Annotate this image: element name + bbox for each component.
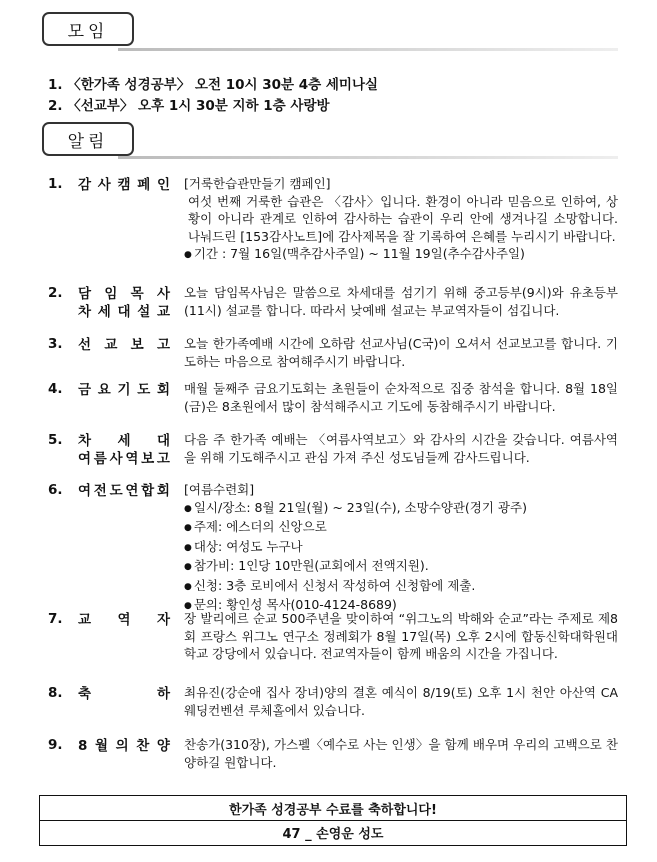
notice-bullet: ● 대상: 여성도 누구나 [184, 538, 618, 558]
notice-body: 찬송가(310장), 가스펠〈예수로 사는 인생〉을 함께 배우며 우리의 고백으로 찬양하길 원합니다. [184, 737, 618, 770]
meeting-header: 모임 [42, 12, 134, 46]
notice-header-rule [118, 156, 618, 159]
notice-body: 매월 둘째주 금요기도회는 초원들이 순차적으로 집중 참석을 합니다. 8월 18일(금)은 8초원에서 많이 참석해주시고 기도에 동참해주시기 바랍니다. [184, 381, 618, 414]
notice-number: 7. [48, 611, 63, 627]
notice-label [78, 482, 170, 500]
notice-text [184, 335, 618, 370]
notice-bullet: ● 참가비: 1인당 10만원(교회에서 전액지원). [184, 557, 618, 577]
notice-bullet: ● 일시/장소: 8월 21일(월) ~ 23일(수), 소망수양관(경기 광주) [184, 499, 618, 519]
notice-label-line: 감 사 캠 페 인 [78, 177, 170, 193]
notice-label [78, 611, 170, 629]
notice-bullet: ● 신청: 3층 로비에서 신청서 작성하여 신청함에 제출. [184, 577, 618, 597]
notice-body: 오늘 한가족예배 시간에 오하람 선교사님(C국)이 오셔서 선교보고를 합니다. 기도하는 마음으로 참여해주시기 바랍니다. [184, 336, 618, 369]
notice-body: 여섯 번째 거룩한 습관은 〈감사〉입니다. 환경이 아니라 믿음으로 인하여, 상황이 아니라 관계로 인하여 감사하는 습관이 우리 안에 생겨나길 소망합니다. 나눠드린 [153감사노트]에 감사제목을 잘 기록하여 은혜를 누리시기 바랍니다. [188, 193, 618, 244]
notice-label-line: 선 교 보 고 [78, 337, 170, 353]
notice-label [78, 685, 170, 703]
notice-label [78, 336, 170, 354]
congrats-name-box [39, 819, 627, 846]
notice-text [184, 175, 618, 265]
notice-label-line: 차 세 대 [78, 433, 170, 449]
meeting-item-2: 2. 〈선교부〉 오후 1시 30분 지하 1층 사랑방 [48, 98, 330, 114]
notice-label-line: 축 하 [78, 686, 170, 702]
notice-bullets [184, 245, 618, 265]
notice-bullet: ● 주제: 에스더의 신앙으로 [184, 518, 618, 538]
notice-intro: [여름수련회] [184, 482, 255, 497]
notice-number: 1. [48, 176, 63, 192]
notice-text [184, 684, 618, 719]
notice-bullet: ● 문의: 황인성 목사(010-4124-8689) [184, 596, 618, 616]
notice-number: 3. [48, 336, 63, 352]
notice-bullets [184, 499, 618, 616]
notice-label-line: 담 임 목 사 [78, 286, 170, 302]
notice-body: 장 발리에르 순교 500주년을 맞이하여 “위그노의 박해와 순교”라는 주제로 제8회 프랑스 위그노 연구소 정례회가 8월 17일(목) 오후 2시에 합동신학대학원대학교 강당에서 있습니다. 전교역자들이 함께 배움의 시간을 가집니다. [184, 611, 618, 661]
notice-text [184, 380, 618, 415]
congrats-title-box [39, 795, 627, 821]
notice-text [184, 736, 618, 771]
notice-label-line: 8 월 의 찬 양 [78, 738, 170, 754]
notice-label-line: 금 요 기 도 회 [78, 382, 170, 398]
notice-number: 8. [48, 685, 63, 701]
notice-label [78, 737, 170, 755]
notice-body: 오늘 담임목사님은 말씀으로 차세대를 섬기기 위해 중고등부(9시)와 유초등부(11시) 설교를 합니다. 따라서 낮예배 설교는 부교역자들이 섬깁니다. [184, 285, 618, 318]
notice-label [78, 285, 170, 321]
notice-label [78, 176, 170, 194]
notice-label-line: 여 름 사 역 보 고 [78, 451, 170, 467]
notice-label-line: 차 세 대 설 교 [78, 304, 170, 320]
notice-label [78, 432, 170, 468]
notice-header: 알림 [42, 122, 134, 156]
notice-number: 2. [48, 285, 63, 301]
notice-label [78, 381, 170, 399]
notice-number: 9. [48, 737, 63, 753]
meeting-item-1: 1. 〈한가족 성경공부〉 오전 10시 30분 4층 세미나실 [48, 77, 379, 93]
notice-number: 5. [48, 432, 63, 448]
notice-text [184, 481, 618, 616]
congrats-name: 47 _ 손영운 성도 [282, 826, 384, 842]
notice-text [184, 431, 618, 466]
congrats-title: 한가족 성경공부 수료를 축하합니다! [229, 802, 437, 818]
notice-number: 6. [48, 482, 63, 498]
notice-body: 최유진(강순애 집사 장녀)양의 결혼 예식이 8/19(토) 오후 1시 천안 아산역 CA웨딩컨벤션 루체홀에서 있습니다. [184, 685, 618, 718]
notice-text [184, 610, 618, 663]
notice-text [184, 284, 618, 319]
meeting-header-rule [118, 48, 618, 51]
notice-number: 4. [48, 381, 63, 397]
notice-body: 다음 주 한가족 예배는 〈여름사역보고〉와 감사의 시간을 갖습니다. 여름사역을 위해 기도해주시고 관심 가져 주신 성도님들께 감사드립니다. [184, 432, 618, 465]
notice-label-line: 교 역 자 [78, 612, 170, 628]
notice-bullet: ● 기간 : 7월 16일(맥추감사주일) ~ 11월 19일(추수감사주일) [184, 245, 618, 265]
notice-intro: [거룩한습관만들기 캠페인] [184, 176, 331, 191]
notice-label-line: 여 전 도 연 합 회 [78, 483, 170, 499]
